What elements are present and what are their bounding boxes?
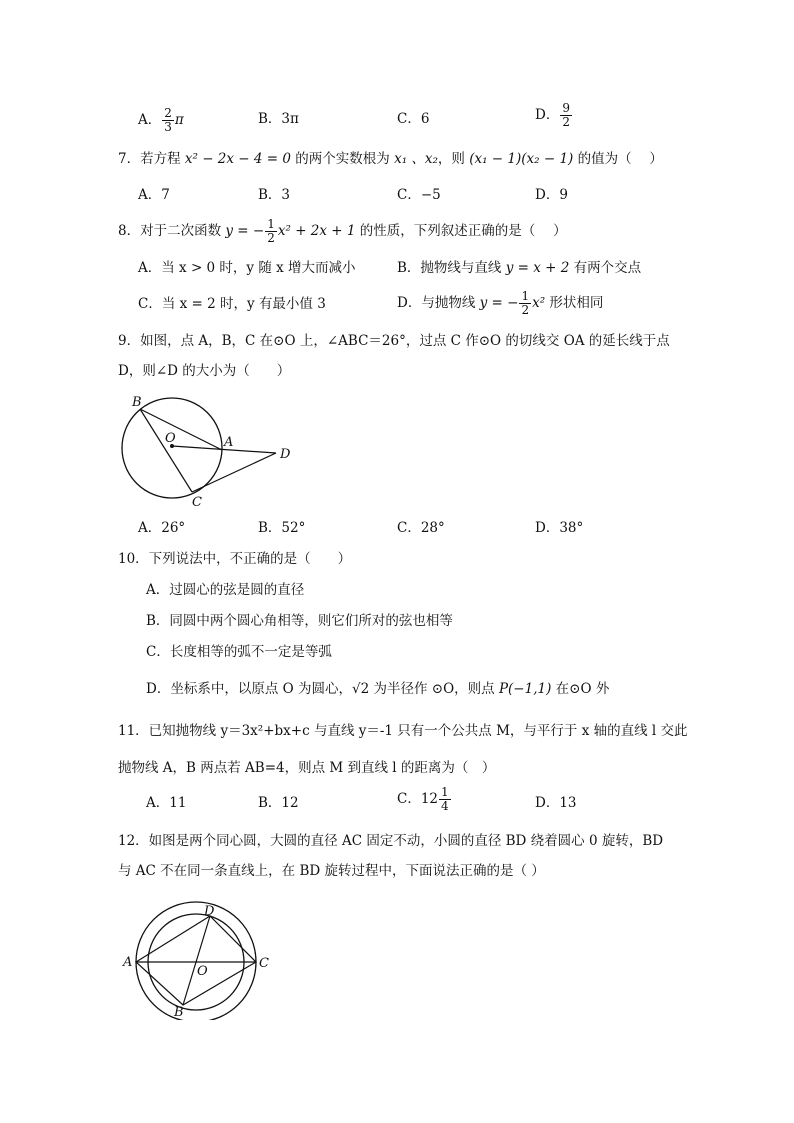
fraction: $\frac{1}{4}$: [441, 785, 449, 813]
fraction: $\frac{2}{3}$: [164, 106, 172, 134]
q12-label-c: C: [259, 956, 269, 971]
q10-stem: 10．下列说法中，不正确的是（ ）: [118, 551, 352, 567]
q8-option-a: A．当 x > 0 时，y 随 x 增大而减小: [138, 260, 356, 276]
q9-option-c: C．28°: [397, 520, 445, 536]
q6-option-b: B．3π: [258, 111, 299, 127]
q9-label-b: B: [132, 395, 142, 410]
fraction: $\frac{1}{2}$: [521, 289, 530, 317]
q9-stem-line2: D，则∠D 的大小为（ ）: [118, 363, 291, 379]
q12-label-b: B: [174, 1005, 184, 1020]
q7-option-b: B．3: [258, 187, 291, 203]
q12-label-a: A: [123, 955, 133, 970]
q9-figure: [110, 388, 310, 513]
q10-option-b: B．同圆中两个圆心角相等，则它们所对的弦也相等: [146, 613, 453, 629]
q9-label-a: A: [224, 435, 234, 450]
q9-option-d: D．38°: [535, 520, 584, 536]
q11-option-c: C．12 $\frac{1}{4}$: [397, 785, 449, 813]
q6-option-d: D． $\frac{9}{2}$: [535, 101, 570, 129]
q9-stem-line1: 9．如图，点 A，B，C 在⊙O 上，∠ABC＝26°，过点 C 作⊙O 的切线交 OA 的延长线于点: [118, 333, 670, 349]
q6-option-a: A． $\frac{2}{3}$ π: [138, 106, 184, 134]
q11-option-b: B．12: [258, 795, 299, 811]
fraction: $\frac{1}{2}$: [267, 217, 275, 245]
q11-stem-line1: 11．已知抛物线 y＝3x²+bx+c 与直线 y＝-1 只有一个公共点 M，与平行于 x 轴的直线 l 交此: [118, 723, 688, 739]
fraction: $\frac{9}{2}$: [562, 101, 570, 129]
q11-stem-line2: 抛物线 A，B 两点若 AB=4，则点 M 到直线 l 的距离为（ ）: [118, 760, 496, 776]
q8-stem: 8．对于二次函数 y = − $\frac{1}{2}$ x² + 2x + 1 的性质，下列叙述正确的是（ ）: [118, 217, 567, 245]
q10-option-a: A．过圆心的弦是圆的直径: [146, 582, 305, 598]
q9-tangent-cd: [192, 453, 276, 492]
q10-option-c: C．长度相等的弧不一定是等弧: [146, 644, 332, 660]
q10-option-d: D．坐标系中，以原点 O 为圆心，√2 为半径作 ⊙O，则点 P(−1,1) 在⊙O 外: [146, 681, 610, 697]
q9-option-a: A．26°: [138, 520, 186, 536]
q9-label-o: O: [165, 431, 176, 446]
q7-option-a: A．7: [138, 187, 170, 203]
q11-option-a: A．11: [146, 795, 187, 811]
q12-figure: [115, 898, 285, 1020]
q6-option-c: C．6: [397, 111, 430, 127]
q12-label-o: O: [197, 964, 208, 979]
q7-option-d: D．9: [535, 187, 568, 203]
q9-option-b: B．52°: [258, 520, 306, 536]
q8-option-b: B．抛物线与直线 y = x + 2 有两个交点: [397, 260, 642, 276]
q12-stem-line1: 12．如图是两个同心圆，大圆的直径 AC 固定不动，小圆的直径 BD 绕着圆心 0 旋转，BD: [118, 833, 664, 849]
q12-label-d: D: [204, 904, 215, 919]
q9-label-d: D: [280, 447, 291, 462]
q11-option-d: D．13: [535, 795, 577, 811]
q8-option-c: C．当 x = 2 时，y 有最小值 3: [138, 296, 326, 312]
q7-stem: 7．若方程 x² − 2x − 4 = 0 的两个实数根为 x₁ 、x₂，则 (x₁ − 1)(x₂ − 1) 的值为（ ）: [118, 151, 663, 167]
q7-option-c: C．−5: [397, 187, 441, 203]
q8-option-d: D．与抛物线 y = − $\frac{1}{2}$ x² 形状相同: [397, 289, 604, 317]
q12-stem-line2: 与 AC 不在同一条直线上，在 BD 旋转过程中，下面说法正确的是（ ）: [118, 863, 545, 879]
q9-label-c: C: [192, 495, 202, 510]
